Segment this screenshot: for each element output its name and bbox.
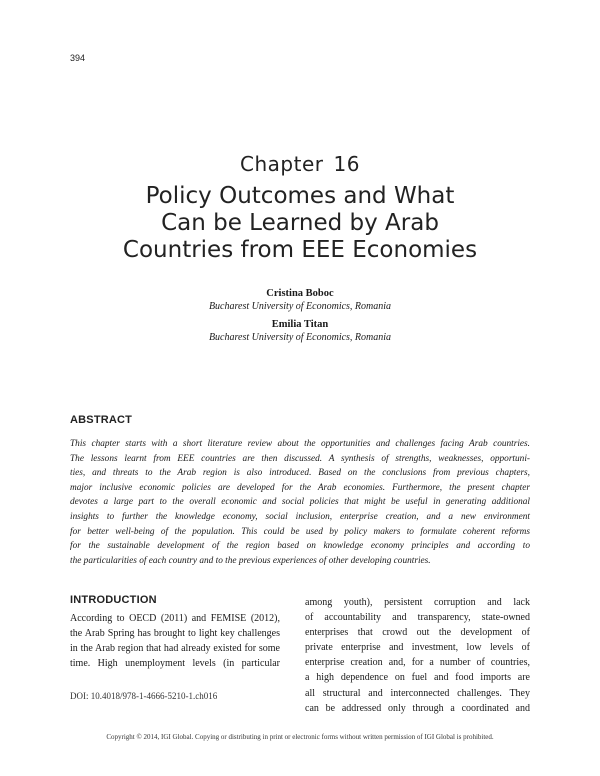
abstract-body xyxy=(70,437,530,568)
intro-line: can be addressed only through a coordinated and xyxy=(305,702,530,714)
abstract-line: ties, and threats to the Arab region is also introduced. Based on the conclusions from previous chapters, xyxy=(70,468,530,479)
intro-line: enterprise creation and, for a number of countries, xyxy=(305,657,530,669)
abstract-line: for the sustainable development of the region based on knowledge economy principles and according to xyxy=(70,541,530,552)
title-line: Countries from EEE Economies xyxy=(122,237,478,263)
chapter-word: Chapter xyxy=(240,152,324,176)
author-name: Emilia Titan xyxy=(271,319,329,330)
abstract-line: insights to further the knowledge economy, social inclusion, enterprise creation, and a new environment xyxy=(70,511,530,522)
intro-line: the Arab Spring has brought to light key challenges xyxy=(70,628,280,640)
intro-line: all structural and interconnected challenges. They xyxy=(305,687,530,699)
copyright-notice: Copyright © 2014, IGI Global. Copying or distributing in print or electronic forms without written permission of IGI Global is prohibited. xyxy=(106,733,494,741)
doi-line: DOI: 10.4018/978-1-4666-5210-1.ch016 xyxy=(70,691,218,701)
abstract-line: for better well-being of the population. This could be used by policy makers to formulate coherent reforms xyxy=(70,526,530,537)
abstract-line: major inclusive economic policies are developed for the Arab economies. Furthermore, the present chapter xyxy=(70,482,530,493)
chapter-title xyxy=(60,183,540,264)
abstract-line: The lessons learnt from EEE countries are then discussed. A synthesis of strengths, weaknesses, opportuni- xyxy=(70,453,530,464)
author-block xyxy=(150,287,450,313)
author-affiliation: Bucharest University of Economics, Romania xyxy=(208,332,392,343)
intro-line: time. High unemployment levels (in particular xyxy=(70,658,280,670)
abstract-line: This chapter starts with a short literature review about the opportunities and challenges facing Arab countries. xyxy=(70,439,530,449)
intro-right-column xyxy=(305,595,530,716)
introduction-heading: INTRODUCTION xyxy=(70,594,157,606)
abstract-heading: ABSTRACT xyxy=(70,414,133,426)
intro-line: enterprises that crowd out the development of xyxy=(305,627,530,639)
intro-line: among youth), persistent corruption and lack xyxy=(305,597,530,608)
author-affiliation: Bucharest University of Economics, Romania xyxy=(208,301,392,312)
title-line: Policy Outcomes and What xyxy=(145,183,455,209)
abstract-line: the particularities of each country and to the previous experiences of other developing countries. xyxy=(70,555,431,566)
intro-left-column xyxy=(70,611,280,671)
chapter-number: 16 xyxy=(333,152,360,176)
intro-line: of accountability and transparency, state-owned xyxy=(305,612,530,624)
intro-line: private enterprise and investment, low levels of xyxy=(305,642,530,654)
intro-line: According to OECD (2011) and FEMISE (2012), xyxy=(70,613,280,624)
intro-line: a high dependence on fuel and food imports are xyxy=(305,672,530,684)
title-line: Can be Learned by Arab xyxy=(161,210,439,236)
author-name: Cristina Boboc xyxy=(266,288,334,299)
page-number: 394 xyxy=(70,53,86,63)
intro-line: in the Arab region that had already existed for some xyxy=(70,643,280,655)
author-block xyxy=(150,318,450,344)
chapter-label xyxy=(0,152,600,176)
abstract-line: devotes a large part to the overall economic and social policies that might be useful in generating additional xyxy=(70,497,530,508)
